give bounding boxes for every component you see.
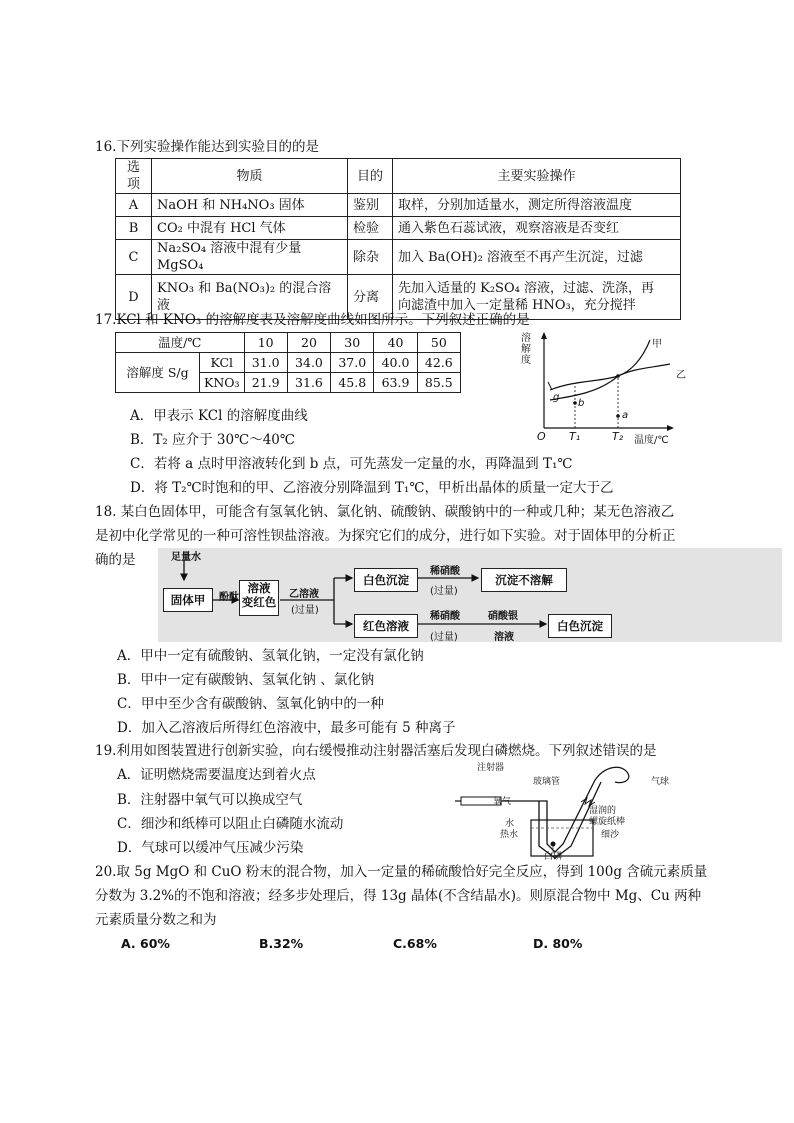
row-substance: CO₂ 中混有 HCl 气体	[152, 217, 348, 240]
value-cell: 21.9	[244, 373, 287, 393]
flow-hno3-label2: 稀硝酸	[430, 611, 460, 622]
value-cell: 85.5	[417, 373, 460, 393]
q17-option-a: A．甲表示 KCl 的溶解度曲线	[130, 408, 308, 424]
header-purpose: 目的	[348, 159, 393, 194]
q19-option-c: C．细沙和纸棒可以阻止白磷随水流动	[117, 816, 344, 832]
temp-cell: 30	[331, 333, 374, 353]
q18-stem-line1: 18. 某白色固体甲，可能含有氢氧化钠、氯化钠、硫酸钠、碳酸钠中的一种或几种；某无色溶液乙	[95, 504, 675, 520]
row-operation: 通入紫色石蕊试液，观察溶液是否变红	[393, 217, 681, 240]
value-cell: 40.0	[374, 353, 417, 373]
row-operation-line1: 先加入适量的 K₂SO₄ 溶液，过滤、洗涤，再	[398, 281, 654, 296]
value-cell: 37.0	[331, 353, 374, 373]
substance-name: KNO₃	[200, 373, 245, 393]
flow-phenol-label: 酚酞	[219, 592, 239, 603]
q16-table	[115, 158, 681, 320]
row-option: B	[116, 217, 152, 240]
row-option: D	[116, 275, 152, 320]
point-b-label: b	[578, 398, 585, 409]
label-g: g	[553, 392, 560, 403]
q17-option-b: B．T₂ 应介于 30℃～40℃	[130, 432, 295, 448]
q18-option-a: A．甲中一定有硫酸钠、氢氧化钠，一定没有氯化钠	[117, 648, 424, 664]
curve-jia-label: 甲	[652, 339, 662, 350]
syringe-label: 注射器	[477, 763, 505, 773]
q18-option-c: C．甲中至少含有碳酸钠、氢氧化钠中的一种	[117, 696, 384, 712]
y-label	[521, 333, 531, 366]
row-substance: NaOH 和 NH₄NO₃ 固体	[152, 194, 348, 217]
value-cell: 63.9	[374, 373, 417, 393]
curve-yi-label: 乙	[676, 370, 686, 381]
flow-agno3-label: 硝酸银	[488, 611, 518, 622]
x-label: 温度/℃	[634, 435, 669, 446]
oxygen-label: 氧气	[493, 797, 512, 807]
flow-white-ppt-box: 白色沉淀	[354, 568, 418, 592]
row-option: A	[116, 194, 152, 217]
value-cell: 42.6	[417, 353, 460, 373]
q20-option-a: A. 60%	[121, 936, 170, 951]
flow-red-line1: 溶液	[247, 581, 271, 595]
y-axis-arrow	[541, 332, 547, 339]
point-a-label: a	[622, 410, 629, 421]
q17-solubility-table	[115, 332, 461, 393]
flow-hno3-label1: 稀硝酸	[430, 566, 460, 577]
temp-cell: 40	[374, 333, 417, 353]
q20-line2: 分数为 3.2%的不饱和溶液；经多步处理后，得 13g 晶体(不含结晶水)。则原混合物中 Mg、Cu 两种	[95, 888, 702, 904]
wet-rod-label2: 螺旋纸棒	[589, 817, 626, 827]
point-a-dot	[616, 414, 620, 418]
row-substance: Na₂SO₄ 溶液中混有少量 MgSO₄	[152, 240, 348, 275]
temp-cell: 50	[417, 333, 460, 353]
y-label-char: 解	[521, 344, 531, 355]
flow-red-line2: 变红色	[241, 595, 277, 609]
value-cell: 31.6	[287, 373, 330, 393]
flow-insoluble-box: 沉淀不溶解	[481, 568, 567, 592]
white-p-label: 白磷	[544, 852, 563, 862]
q17-stem: 17.KCl 和 KNO₃ 的溶解度表及溶解度曲线如图所示。下列叙述正确的是	[95, 312, 530, 328]
q19-stem: 19.利用如图装置进行创新实验，向右缓慢推动注射器活塞后发现白磷燃烧。下列叙述错误的是	[95, 743, 657, 759]
solubility-curve-graph	[530, 330, 690, 445]
q18-stem-line3: 确的是	[95, 552, 136, 568]
flow-yi-label: 乙溶液	[289, 589, 319, 600]
flow-excess-label2: (过量)	[430, 632, 458, 643]
q17-option-d: D．将 T₂℃时饱和的甲、乙溶液分别降温到 T₁℃，甲析出晶体的质量一定大于乙	[130, 480, 614, 496]
temp-header: 温度/℃	[116, 333, 245, 353]
curve-yi	[550, 364, 670, 400]
flow-red-sol-box: 红色溶液	[354, 614, 418, 638]
row-operation: 加入 Ba(OH)₂ 溶液至不再产生沉淀，过滤	[393, 240, 681, 275]
point-b-dot	[573, 401, 577, 405]
value-cell: 45.8	[331, 373, 374, 393]
flow-agno3-label2: 溶液	[494, 632, 514, 643]
substance-name: KCl	[200, 353, 245, 373]
row-substance: KNO₃ 和 Ba(NO₃)₂ 的混合溶液	[152, 275, 348, 320]
q17-option-c: C．若将 a 点时甲溶液转化到 b 点，可先蒸发一定量的水，再降温到 T₁℃	[130, 456, 573, 472]
q16-stem: 16.下列实验操作能达到实验目的的是	[95, 139, 319, 155]
temp-cell: 10	[244, 333, 287, 353]
row-purpose: 除杂	[348, 240, 393, 275]
q18-option-b: B．甲中一定有碳酸钠、氢氧化钠 、氯化钠	[117, 672, 375, 688]
header-substance: 物质	[152, 159, 348, 194]
y-label-char: 溶	[521, 333, 531, 344]
table-row	[116, 217, 681, 240]
q20-option-c: C.68%	[393, 936, 437, 951]
q19-option-a: A．证明燃烧需要温度达到着火点	[117, 767, 316, 783]
q20-option-d: D. 80%	[533, 936, 583, 951]
header-option: 选项	[116, 159, 152, 194]
water-label: 水	[505, 819, 515, 829]
flow-solid-box: 固体甲	[163, 588, 213, 612]
row-option: C	[116, 240, 152, 275]
table-row	[116, 194, 681, 217]
balloon-label: 气球	[651, 777, 670, 787]
y-label-char: 度	[521, 355, 531, 366]
flow-white-ppt2-box: 白色沉淀	[548, 614, 612, 638]
value-cell: 34.0	[287, 353, 330, 373]
glass-tube-label: 玻璃管	[533, 777, 561, 787]
row-operation: 取样，分别加适量水，测定所得溶液温度	[393, 194, 681, 217]
q19-option-b: B．注射器中氧气可以换成空气	[117, 792, 303, 808]
q20-line1: 20.取 5g MgO 和 CuO 粉末的混合物，加入一定量的稀硫酸恰好完全反应，得到 100g 含硫元素质量	[95, 864, 708, 880]
temp-cell: 20	[287, 333, 330, 353]
row-purpose: 鉴别	[348, 194, 393, 217]
curve-jia	[550, 340, 650, 390]
table-row	[116, 353, 461, 373]
curve-tick	[548, 382, 552, 390]
origin-label: O	[537, 430, 546, 443]
row-purpose: 分离	[348, 275, 393, 320]
solubility-header: 溶解度 S/g	[116, 353, 200, 393]
q18-option-d: D．加入乙溶液后所得红色溶液中，最多可能有 5 种离子	[117, 720, 456, 736]
sand-label: 细沙	[601, 830, 620, 840]
header-operation: 主要实验操作	[393, 159, 681, 194]
flow-yi-excess: (过量)	[291, 605, 319, 616]
flow-red-solution-box	[239, 580, 279, 616]
q20-line3: 元素质量分数之和为	[95, 912, 217, 928]
table-row	[116, 240, 681, 275]
flow-excess-label1: (过量)	[430, 586, 458, 597]
hot-water-label: 热水	[500, 830, 519, 840]
flow-water-label: 足量水	[171, 552, 201, 563]
balloon-shape	[595, 767, 629, 782]
intersection-dot	[616, 374, 620, 378]
value-cell: 31.0	[244, 353, 287, 373]
row-operation-line2: 向滤渣中加入一定量稀 HNO₃，充分搅拌	[398, 298, 636, 313]
q19-option-d: D．气球可以缓冲气压减少污染	[117, 840, 304, 856]
row-purpose: 检验	[348, 217, 393, 240]
table-header-row	[116, 333, 461, 353]
q18-stem-line2: 是初中化学常见的一种可溶性钡盐溶液。为探究它们的成分，进行如下实验。对于固体甲的分析正	[95, 528, 676, 544]
t1-label: T₁	[569, 430, 581, 443]
table-header-row	[116, 159, 681, 194]
q20-option-b: B.32%	[259, 936, 304, 951]
t2-label: T₂	[612, 430, 624, 443]
wet-rod-label1: 湿润的	[589, 806, 617, 816]
